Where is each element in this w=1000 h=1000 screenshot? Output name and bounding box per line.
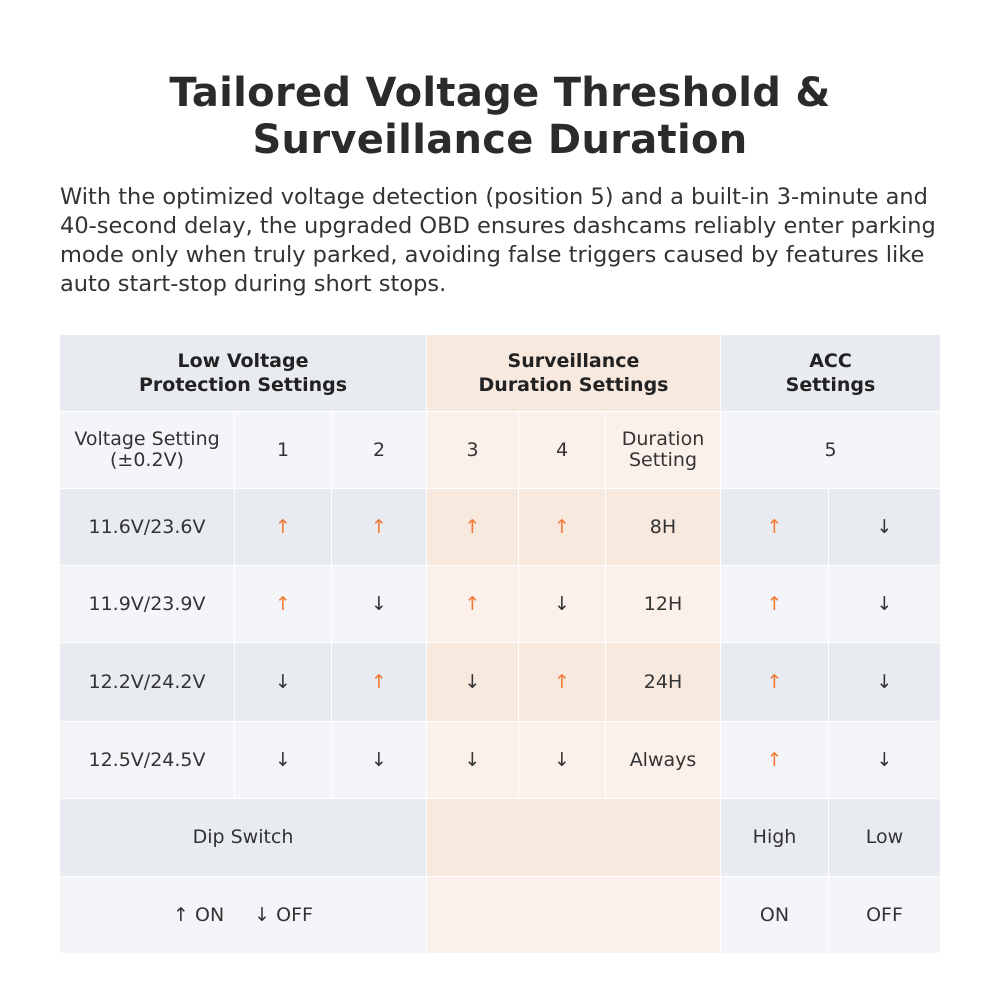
title-line-1: Tailored Voltage Threshold & xyxy=(169,70,831,116)
row-switch-3-arrow: ↑ xyxy=(427,566,518,642)
header-acc xyxy=(721,335,940,411)
subheader-switch-4: 4 xyxy=(519,412,605,488)
legend-empty-cell xyxy=(427,877,720,953)
description-line-4: auto start-stop during short stops. xyxy=(60,271,447,297)
duration-setting-line-1: Duration xyxy=(621,428,705,450)
header-surveillance-line-2: Duration Settings xyxy=(478,374,669,396)
row-duration: 12H xyxy=(606,566,720,642)
row-acc-low-arrow: ↓ xyxy=(829,722,940,798)
row-duration: 8H xyxy=(606,489,720,565)
row-acc-high-arrow: ↑ xyxy=(721,489,828,565)
row-voltage: 12.2V/24.2V xyxy=(60,643,234,721)
description-line-2: 40-second delay, the upgraded OBD ensures dashcams reliably enter parking xyxy=(60,213,936,239)
row-acc-low-arrow: ↓ xyxy=(829,566,940,642)
row-duration: 24H xyxy=(606,643,720,721)
row-acc-high-arrow: ↑ xyxy=(721,643,828,721)
row-switch-2-arrow: ↓ xyxy=(332,722,426,798)
legend-off: ↓ OFF xyxy=(254,903,313,926)
acc-on-label: ON xyxy=(721,877,828,953)
header-acc-line-2: Settings xyxy=(785,374,876,396)
subheader-switch-3: 3 xyxy=(427,412,518,488)
voltage-setting-line-2: (±0.2V) xyxy=(110,449,184,471)
row-acc-high-arrow: ↑ xyxy=(721,722,828,798)
header-surveillance xyxy=(427,335,720,411)
row-switch-1-arrow: ↓ xyxy=(235,643,331,721)
row-switch-3-arrow: ↑ xyxy=(427,489,518,565)
acc-low-label: Low xyxy=(829,799,940,876)
row-switch-2-arrow: ↑ xyxy=(332,643,426,721)
subheader-duration-setting xyxy=(606,412,720,488)
voltage-setting-line-1: Voltage Setting xyxy=(74,428,220,450)
dip-switch-empty-cell xyxy=(427,799,720,876)
row-acc-low-arrow: ↓ xyxy=(829,643,940,721)
header-surveillance-line-1: Surveillance xyxy=(507,350,640,372)
header-low-voltage-line-2: Protection Settings xyxy=(138,374,348,396)
subheader-switch-1: 1 xyxy=(235,412,331,488)
header-low-voltage-line-1: Low Voltage xyxy=(177,350,309,372)
row-switch-3-arrow: ↓ xyxy=(427,722,518,798)
title-line-2: Surveillance Duration xyxy=(252,117,748,163)
subheader-switch-5: 5 xyxy=(721,412,940,488)
settings-table xyxy=(60,335,940,953)
description-line-1: With the optimized voltage detection (position 5) and a built-in 3-minute and xyxy=(60,184,928,210)
legend-on: ↑ ON xyxy=(173,903,225,926)
row-switch-1-arrow: ↑ xyxy=(235,489,331,565)
header-low-voltage xyxy=(60,335,426,411)
dip-switch-label: Dip Switch xyxy=(60,799,426,876)
legend-cell xyxy=(60,877,426,953)
description xyxy=(60,183,945,299)
description-line-3: mode only when truly parked, avoiding false triggers caused by features like xyxy=(60,242,925,268)
row-acc-high-arrow: ↑ xyxy=(721,566,828,642)
header-acc-line-1: ACC xyxy=(809,350,852,372)
row-switch-2-arrow: ↓ xyxy=(332,566,426,642)
row-duration: Always xyxy=(606,722,720,798)
row-voltage: 11.9V/23.9V xyxy=(60,566,234,642)
row-switch-4-arrow: ↓ xyxy=(519,722,605,798)
row-switch-4-arrow: ↑ xyxy=(519,643,605,721)
row-acc-low-arrow: ↓ xyxy=(829,489,940,565)
duration-setting-line-2: Setting xyxy=(628,449,698,471)
row-voltage: 11.6V/23.6V xyxy=(60,489,234,565)
row-switch-1-arrow: ↑ xyxy=(235,566,331,642)
row-voltage: 12.5V/24.5V xyxy=(60,722,234,798)
acc-high-label: High xyxy=(721,799,828,876)
subheader-voltage-setting xyxy=(60,412,234,488)
row-switch-3-arrow: ↓ xyxy=(427,643,518,721)
subheader-switch-2: 2 xyxy=(332,412,426,488)
row-switch-4-arrow: ↓ xyxy=(519,566,605,642)
acc-off-label: OFF xyxy=(829,877,940,953)
row-switch-1-arrow: ↓ xyxy=(235,722,331,798)
page-title xyxy=(0,70,1000,164)
row-switch-4-arrow: ↑ xyxy=(519,489,605,565)
row-switch-2-arrow: ↑ xyxy=(332,489,426,565)
